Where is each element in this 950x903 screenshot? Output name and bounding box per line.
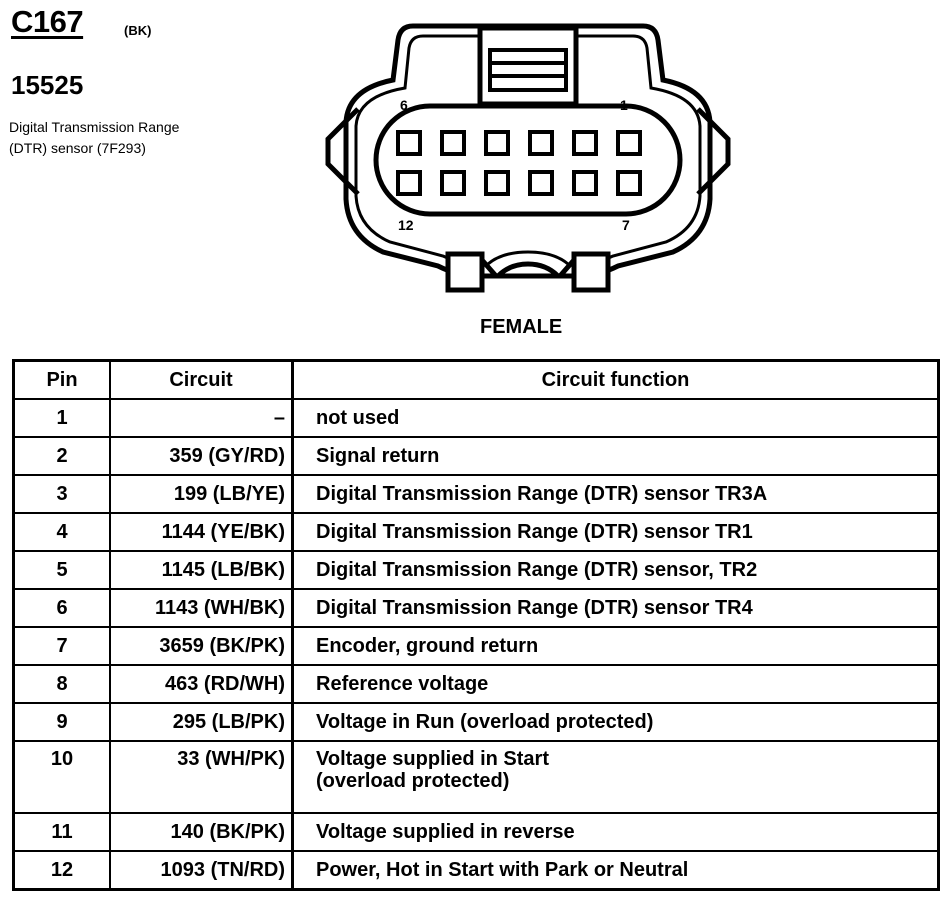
function-cell: [293, 703, 939, 741]
function-line: Digital Transmission Range (DTR) sensor TR4: [316, 596, 753, 619]
terminal-10: [486, 172, 508, 194]
part-number: 15525: [11, 70, 84, 100]
pin-cell: 8: [14, 665, 111, 703]
header-function: Circuit function: [293, 361, 939, 400]
connector-gender-label: FEMALE: [480, 316, 563, 338]
circuit-cell: 1143 (WH/BK): [110, 589, 293, 627]
function-line: Power, Hot in Start with Park or Neutral: [316, 858, 689, 881]
function-line: Digital Transmission Range (DTR) sensor, TR2: [316, 558, 758, 581]
function-cell: [293, 851, 939, 890]
pin-cell: 4: [14, 513, 111, 551]
circuit-cell: 463 (RD/WH): [110, 665, 293, 703]
circuit-cell: 33 (WH/PK): [110, 741, 293, 813]
component-description-line1: Digital Transmission Range: [9, 119, 180, 135]
table-row: [14, 589, 939, 627]
pin-cell: 7: [14, 627, 111, 665]
function-line: Voltage in Run (overload protected): [316, 710, 654, 733]
connector-right-wing: [698, 109, 728, 194]
header-circuit: Circuit: [110, 361, 293, 400]
pin-cell: 10: [14, 741, 111, 813]
circuit-cell: 3659 (BK/PK): [110, 627, 293, 665]
terminal-7: [618, 172, 640, 194]
terminal-6: [398, 132, 420, 154]
table-row: [14, 513, 939, 551]
table-row: [14, 399, 939, 437]
circuit-cell: 199 (LB/YE): [110, 475, 293, 513]
table-row: [14, 437, 939, 475]
function-cell: [293, 627, 939, 665]
connector-diagram: [318, 14, 738, 299]
terminal-12: [398, 172, 420, 194]
function-cell: [293, 665, 939, 703]
terminal-4: [486, 132, 508, 154]
function-cell: [293, 813, 939, 851]
terminal-1: [618, 132, 640, 154]
header-pin: Pin: [14, 361, 111, 400]
function-line: Voltage supplied in reverse: [316, 820, 575, 843]
pin-label-bottom-left: 12: [398, 217, 414, 233]
connector-bottom-tab-right: [574, 254, 608, 290]
function-line: Encoder, ground return: [316, 634, 539, 657]
function-cell: [293, 399, 939, 437]
circuit-cell: 1144 (YE/BK): [110, 513, 293, 551]
component-description-line2: (DTR) sensor (7F293): [9, 140, 146, 156]
function-line: (overload protected): [316, 770, 510, 792]
connector-color-code: (BK): [124, 23, 152, 38]
table-row: [14, 851, 939, 890]
table-row: [14, 475, 939, 513]
function-cell: [293, 475, 939, 513]
connector-id: C167: [11, 4, 84, 39]
terminal-cavity: [376, 106, 680, 214]
table-header-row: [14, 361, 939, 400]
terminal-11: [442, 172, 464, 194]
table-row: [14, 551, 939, 589]
circuit-cell: 140 (BK/PK): [110, 813, 293, 851]
pin-cell: 2: [14, 437, 111, 475]
function-cell: [293, 551, 939, 589]
function-cell: [293, 741, 939, 813]
pin-cell: 11: [14, 813, 111, 851]
function-line: Voltage supplied in Start: [316, 748, 549, 770]
function-line: Signal return: [316, 444, 440, 467]
terminal-5: [442, 132, 464, 154]
pin-label-top-left: 6: [400, 97, 408, 113]
function-cell: [293, 513, 939, 551]
pin-label-bottom-right: 7: [622, 217, 630, 233]
table-row: [14, 741, 939, 813]
terminal-3: [530, 132, 552, 154]
circuit-cell: 359 (GY/RD): [110, 437, 293, 475]
function-line: not used: [316, 406, 400, 429]
pin-cell: 6: [14, 589, 111, 627]
terminal-2: [574, 132, 596, 154]
function-cell: [293, 589, 939, 627]
function-line: Reference voltage: [316, 672, 489, 695]
function-cell: [293, 437, 939, 475]
terminal-8: [574, 172, 596, 194]
pin-cell: 12: [14, 851, 111, 890]
pin-cell: 3: [14, 475, 111, 513]
connector-bottom-tab-left: [448, 254, 482, 290]
pin-table: [12, 359, 940, 891]
pin-label-top-right: 1: [620, 97, 628, 113]
pin-cell: 5: [14, 551, 111, 589]
table-row: [14, 813, 939, 851]
function-line: Digital Transmission Range (DTR) sensor TR1: [316, 520, 753, 543]
pin-cell: 9: [14, 703, 111, 741]
connector-left-wing: [328, 109, 358, 194]
table-row: [14, 703, 939, 741]
pin-cell: 1: [14, 399, 111, 437]
function-line: Digital Transmission Range (DTR) sensor TR3A: [316, 482, 768, 505]
circuit-cell: –: [110, 399, 293, 437]
table-row: [14, 627, 939, 665]
terminal-9: [530, 172, 552, 194]
circuit-cell: 1093 (TN/RD): [110, 851, 293, 890]
table-row: [14, 665, 939, 703]
circuit-cell: 295 (LB/PK): [110, 703, 293, 741]
circuit-cell: 1145 (LB/BK): [110, 551, 293, 589]
